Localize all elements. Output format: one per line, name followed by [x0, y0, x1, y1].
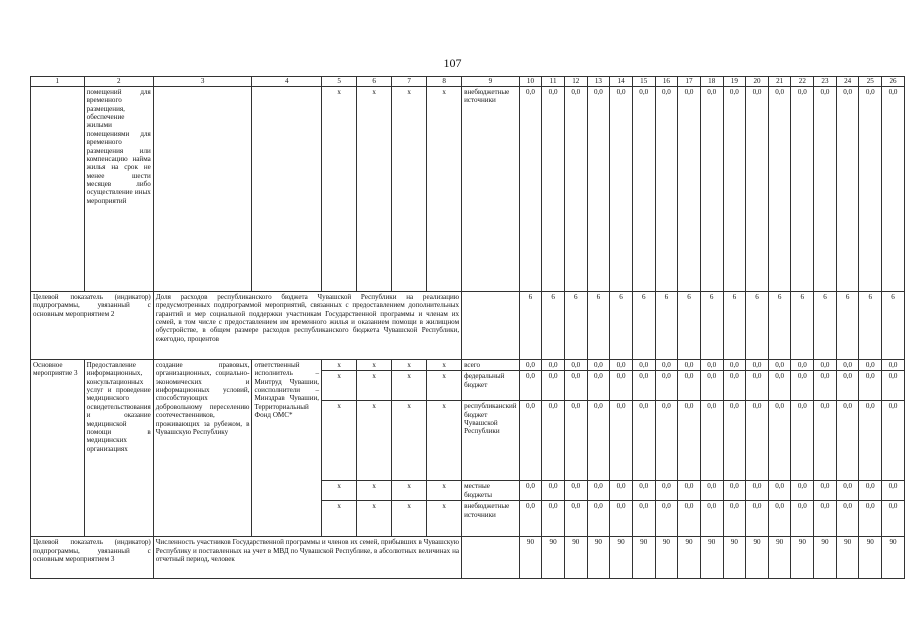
value-cell: 0,0: [632, 371, 655, 401]
value-cell: 0,0: [700, 87, 723, 292]
value-cell: 90: [882, 537, 905, 579]
page-number: 107: [443, 56, 462, 70]
value-cell: 0,0: [791, 87, 814, 292]
value-cell: 0,0: [768, 501, 791, 537]
value-cell: 0,0: [655, 481, 678, 501]
funding-source: республиканский бюджет Чувашской Республики: [462, 401, 520, 481]
value-cell: 0,0: [587, 481, 610, 501]
value-cell: 6: [723, 292, 746, 360]
value-cell: 0,0: [746, 371, 769, 401]
value-cell: 0,0: [587, 371, 610, 401]
value-cell: 90: [632, 537, 655, 579]
funding-source: местные бюджеты: [462, 481, 520, 501]
value-cell: 0,0: [587, 87, 610, 292]
value-cell: 0,0: [700, 360, 723, 371]
value-cell: 6: [542, 292, 565, 360]
mark-cell: x: [427, 360, 462, 371]
value-cell: 6: [882, 292, 905, 360]
value-cell: 0,0: [632, 360, 655, 371]
activity-name: Предоставление информационных, консультационных услуг и проведение медицинского освидетельствования и оказание медицинской помощи в медицинских организациях: [84, 360, 153, 537]
header-row: [31, 77, 905, 87]
mark-cell: x: [392, 371, 427, 401]
value-cell: 0,0: [610, 87, 633, 292]
value-cell: 6: [746, 292, 769, 360]
value-cell: 0,0: [723, 87, 746, 292]
value-cell: 0,0: [519, 481, 542, 501]
value-cell: 0,0: [655, 87, 678, 292]
value-cell: 0,0: [814, 371, 837, 401]
value-cell: 6: [859, 292, 882, 360]
column-header: 8: [427, 77, 462, 87]
column-header: 20: [746, 77, 769, 87]
column-header: 12: [564, 77, 587, 87]
column-header: 22: [791, 77, 814, 87]
mark-cell: x: [427, 371, 462, 401]
value-cell: 0,0: [746, 401, 769, 481]
mark-cell: x: [357, 401, 392, 481]
column-header: 11: [542, 77, 565, 87]
column-header: 17: [678, 77, 701, 87]
indicator-label: Целевой показатель (индикатор) подпрограммы, увязанный с основным мероприятием 3: [31, 537, 154, 579]
value-cell: 0,0: [700, 371, 723, 401]
value-cell: 90: [768, 537, 791, 579]
value-cell: 0,0: [746, 501, 769, 537]
column-header: 26: [882, 77, 905, 87]
column-header: 10: [519, 77, 542, 87]
table-row: [31, 292, 905, 360]
column-header: 6: [357, 77, 392, 87]
mark-cell: x: [322, 371, 357, 401]
value-cell: 6: [791, 292, 814, 360]
value-cell: 0,0: [723, 501, 746, 537]
value-cell: 0,0: [859, 501, 882, 537]
mark-cell: x: [427, 481, 462, 501]
column-header: 16: [655, 77, 678, 87]
value-cell: 6: [610, 292, 633, 360]
activity-executors: ответственный исполнитель – Минтруд Чувашии, соисполнители – Минздрав Чувашии, Территориальный Фонд ОМС*: [252, 360, 322, 537]
value-cell: 0,0: [700, 501, 723, 537]
value-cell: 0,0: [678, 360, 701, 371]
value-cell: 6: [587, 292, 610, 360]
column-header: 25: [859, 77, 882, 87]
value-cell: 90: [791, 537, 814, 579]
value-cell: 0,0: [678, 501, 701, 537]
value-cell: 0,0: [700, 401, 723, 481]
value-cell: 0,0: [882, 481, 905, 501]
activity-goal: создание правовых, организационных, социально-экономических и информационных условий, способствующих добровольному переселению соотечественников, проживающих за рубежом, в Чувашскую Республику: [153, 360, 252, 537]
mark-cell: x: [357, 481, 392, 501]
activity-number: Основное мероприятие 3: [31, 360, 85, 537]
value-cell: 0,0: [836, 401, 859, 481]
value-cell: 0,0: [519, 401, 542, 481]
value-cell: 6: [678, 292, 701, 360]
mark-cell: x: [392, 360, 427, 371]
value-cell: 0,0: [655, 371, 678, 401]
value-cell: 0,0: [836, 501, 859, 537]
funding-source: всего: [462, 360, 520, 371]
mark-cell: x: [357, 371, 392, 401]
funding-source: федеральный бюджет: [462, 371, 520, 401]
column-header: 13: [587, 77, 610, 87]
activity-name-cont: помещений для временного размещения, обеспечение жилыми помещениями для временного размещения или компенсацию найма жилья на срок не менее шести месяцев либо осуществление иных мероприятий: [84, 87, 153, 292]
value-cell: 0,0: [678, 87, 701, 292]
value-cell: 0,0: [542, 87, 565, 292]
value-cell: 0,0: [814, 360, 837, 371]
value-cell: 0,0: [655, 360, 678, 371]
value-cell: 90: [678, 537, 701, 579]
value-cell: 0,0: [859, 481, 882, 501]
mark-cell: x: [357, 501, 392, 537]
value-cell: 90: [587, 537, 610, 579]
mark-cell: x: [427, 501, 462, 537]
value-cell: 0,0: [768, 481, 791, 501]
value-cell: 0,0: [814, 481, 837, 501]
table-body: [31, 77, 905, 579]
value-cell: 0,0: [632, 501, 655, 537]
value-cell: 6: [768, 292, 791, 360]
mark-cell: x: [392, 87, 427, 292]
funding-source: внебюджетные источники: [462, 87, 520, 292]
mark-cell: x: [322, 360, 357, 371]
value-cell: 0,0: [791, 360, 814, 371]
value-cell: 0,0: [746, 87, 769, 292]
value-cell: 90: [859, 537, 882, 579]
mark-cell: x: [392, 401, 427, 481]
value-cell: 0,0: [610, 360, 633, 371]
empty-cell: [462, 537, 520, 579]
indicator-label: Целевой показатель (индикатор) подпрограммы, увязанный с основным мероприятием 2: [31, 292, 154, 360]
value-cell: 0,0: [768, 371, 791, 401]
value-cell: 6: [814, 292, 837, 360]
value-cell: 0,0: [791, 501, 814, 537]
value-cell: 90: [814, 537, 837, 579]
value-cell: 0,0: [587, 501, 610, 537]
value-cell: 0,0: [655, 501, 678, 537]
value-cell: 90: [836, 537, 859, 579]
value-cell: 0,0: [859, 87, 882, 292]
funding-source: внебюджетные источники: [462, 501, 520, 537]
value-cell: 0,0: [723, 401, 746, 481]
value-cell: 0,0: [882, 401, 905, 481]
column-header: 3: [153, 77, 252, 87]
value-cell: 0,0: [768, 87, 791, 292]
value-cell: 90: [700, 537, 723, 579]
value-cell: 0,0: [859, 401, 882, 481]
value-cell: 0,0: [791, 481, 814, 501]
mark-cell: x: [357, 87, 392, 292]
value-cell: 0,0: [678, 481, 701, 501]
mark-cell: x: [322, 87, 357, 292]
value-cell: 90: [723, 537, 746, 579]
value-cell: 6: [632, 292, 655, 360]
value-cell: 0,0: [542, 401, 565, 481]
value-cell: 90: [519, 537, 542, 579]
value-cell: 0,0: [678, 371, 701, 401]
value-cell: 0,0: [587, 360, 610, 371]
value-cell: 0,0: [859, 360, 882, 371]
indicator-description: Численность участников Государственной программы и членов их семей, прибывших в Чувашскую Республику и поставленных на учет в МВД по Чувашской Республике, в абсолютных величинах на отчетный период, человек: [153, 537, 461, 579]
column-header: 21: [768, 77, 791, 87]
column-header: 18: [700, 77, 723, 87]
value-cell: 90: [542, 537, 565, 579]
column-header: 9: [462, 77, 520, 87]
value-cell: 0,0: [814, 501, 837, 537]
table-row: [31, 87, 905, 292]
empty-cell: [252, 87, 322, 292]
value-cell: 0,0: [564, 371, 587, 401]
value-cell: 6: [655, 292, 678, 360]
value-cell: 0,0: [836, 371, 859, 401]
mark-cell: x: [322, 401, 357, 481]
value-cell: 0,0: [882, 371, 905, 401]
value-cell: 0,0: [723, 360, 746, 371]
mark-cell: x: [322, 481, 357, 501]
value-cell: 6: [700, 292, 723, 360]
value-cell: 0,0: [723, 481, 746, 501]
value-cell: 0,0: [836, 481, 859, 501]
value-cell: 0,0: [519, 501, 542, 537]
value-cell: 0,0: [655, 401, 678, 481]
value-cell: 0,0: [564, 87, 587, 292]
value-cell: 0,0: [610, 371, 633, 401]
value-cell: 0,0: [564, 401, 587, 481]
empty-cell: [153, 87, 252, 292]
value-cell: 0,0: [542, 501, 565, 537]
value-cell: 0,0: [746, 481, 769, 501]
column-header: 23: [814, 77, 837, 87]
value-cell: 6: [564, 292, 587, 360]
column-header: 1: [31, 77, 85, 87]
value-cell: 0,0: [564, 360, 587, 371]
value-cell: 0,0: [723, 371, 746, 401]
value-cell: 0,0: [519, 87, 542, 292]
value-cell: 0,0: [814, 401, 837, 481]
column-header: 7: [392, 77, 427, 87]
column-header: 14: [610, 77, 633, 87]
column-header: 19: [723, 77, 746, 87]
value-cell: 90: [655, 537, 678, 579]
value-cell: 0,0: [791, 401, 814, 481]
value-cell: 0,0: [587, 401, 610, 481]
value-cell: 0,0: [746, 360, 769, 371]
value-cell: 0,0: [768, 401, 791, 481]
column-header: 2: [84, 77, 153, 87]
program-table: [30, 76, 905, 579]
value-cell: 0,0: [542, 481, 565, 501]
table-row: [31, 537, 905, 579]
value-cell: 0,0: [564, 501, 587, 537]
mark-cell: x: [392, 501, 427, 537]
value-cell: 0,0: [542, 371, 565, 401]
value-cell: 0,0: [882, 501, 905, 537]
value-cell: 0,0: [542, 360, 565, 371]
mark-cell: x: [392, 481, 427, 501]
mark-cell: x: [427, 87, 462, 292]
value-cell: 0,0: [678, 401, 701, 481]
value-cell: 0,0: [632, 401, 655, 481]
value-cell: 0,0: [859, 371, 882, 401]
empty-cell: [462, 292, 520, 360]
value-cell: 0,0: [610, 401, 633, 481]
value-cell: 6: [836, 292, 859, 360]
value-cell: 0,0: [791, 371, 814, 401]
value-cell: 0,0: [882, 360, 905, 371]
value-cell: 0,0: [610, 481, 633, 501]
value-cell: 0,0: [836, 87, 859, 292]
value-cell: 0,0: [814, 87, 837, 292]
empty-cell: [31, 87, 85, 292]
value-cell: 0,0: [610, 501, 633, 537]
table-row: [31, 360, 905, 371]
value-cell: 0,0: [519, 360, 542, 371]
value-cell: 0,0: [882, 87, 905, 292]
value-cell: 0,0: [768, 360, 791, 371]
column-header: 15: [632, 77, 655, 87]
mark-cell: x: [357, 360, 392, 371]
value-cell: 0,0: [632, 481, 655, 501]
value-cell: 0,0: [632, 87, 655, 292]
value-cell: 6: [519, 292, 542, 360]
mark-cell: x: [427, 401, 462, 481]
value-cell: 90: [746, 537, 769, 579]
mark-cell: x: [322, 501, 357, 537]
value-cell: 0,0: [700, 481, 723, 501]
value-cell: 0,0: [564, 481, 587, 501]
value-cell: 0,0: [519, 371, 542, 401]
value-cell: 90: [610, 537, 633, 579]
value-cell: 90: [564, 537, 587, 579]
indicator-description: Доля расходов республиканского бюджета Чувашской Республики на реализацию предусмотренных подпрограммой мероприятий, связанных с предоставлением дополнительных гарантий и мер социальной поддержки участникам Государственной программы и членам их семей, в том числе с предоставлением им временного жилья и оказанием помощи в жилищном обустройстве, в общем размере расходов республиканского бюджета Чувашской Республики, ежегодно, процентов: [153, 292, 461, 360]
value-cell: 0,0: [836, 360, 859, 371]
column-header: 24: [836, 77, 859, 87]
column-header: 5: [322, 77, 357, 87]
column-header: 4: [252, 77, 322, 87]
